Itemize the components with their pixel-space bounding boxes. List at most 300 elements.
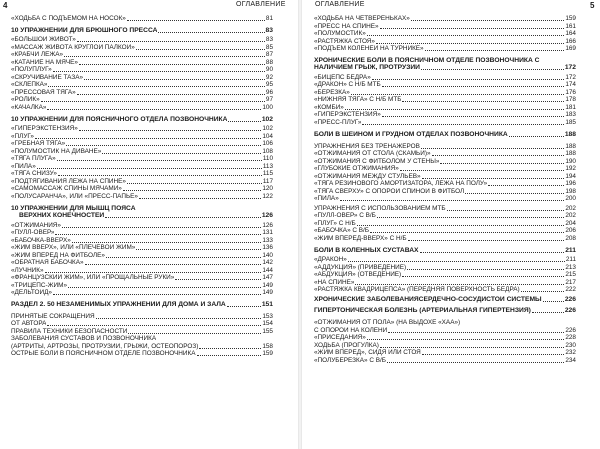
toc-page-number: 140 — [262, 251, 273, 259]
toc-entry-title: «ЖИМ ВПЕРЕД-ВВЕРХ» С Н/Б — [314, 234, 407, 242]
toc-entry — [11, 252, 273, 260]
toc-entry-title: БОЛИ В КОЛЕННЫХ СУСТАВАХ — [314, 246, 419, 254]
toc-entry-title: «ПИЛА» — [314, 195, 339, 203]
toc-entry-title: «ТРИЦЕПС-ЖИМ» — [11, 281, 68, 289]
toc-entry — [314, 188, 576, 196]
dot-leader — [340, 200, 565, 201]
toc-entry-title: ВЕРХНИХ КОНЕЧНОСТЕЙ — [19, 212, 105, 220]
toc-page-number: 164 — [565, 30, 576, 37]
toc-page-number: 102 — [262, 125, 273, 133]
toc-entry — [11, 193, 273, 201]
dot-leader — [362, 124, 564, 125]
toc-entry-title: «ПОДТЯГИВАНИЯ ЛЕЖА НА СПИНЕ» — [11, 177, 126, 185]
toc-entry — [314, 38, 576, 46]
toc-entry — [314, 212, 576, 220]
dot-leader — [402, 101, 564, 102]
toc-page-number: 117 — [262, 177, 273, 185]
toc-page-number: 206 — [565, 227, 576, 235]
toc-page-number: 126 — [262, 221, 273, 229]
toc-page-number: 100 — [262, 103, 273, 111]
dot-leader — [382, 86, 565, 87]
toc-entry — [314, 342, 576, 350]
toc-entry-title: «ПОЛУБЕРЕЗКА» С В/Б — [314, 356, 386, 364]
dot-leader — [96, 318, 262, 319]
toc-entry-title: «ПЛУГ» — [11, 132, 34, 140]
toc-page-number: 172 — [565, 73, 576, 81]
toc-entry-title: «ЛУЧНИК» — [11, 266, 44, 274]
toc-list — [11, 15, 273, 358]
toc-page-number: 88 — [265, 58, 273, 66]
toc-entry-title: «ПИЛА» — [11, 162, 36, 170]
dot-leader — [199, 348, 261, 349]
toc-entry-title: «ГИПЕРЭКСТЕНЗИЯ» — [314, 111, 381, 119]
toc-page-number: 213 — [565, 263, 576, 271]
toc-page-number: 83 — [265, 36, 273, 44]
toc-entry — [11, 44, 273, 52]
toc-page-number: 230 — [565, 341, 576, 349]
dot-leader — [106, 257, 261, 258]
toc-entry — [11, 229, 273, 237]
toc-entry — [314, 256, 576, 264]
toc-page-number: 92 — [265, 73, 273, 81]
toc-page-number: 149 — [262, 289, 273, 297]
toc-entry-title: «ПРЕССОВАЯ ТЯГА» — [11, 88, 76, 96]
toc-page-number: 211 — [565, 246, 576, 254]
toc-entry-title: 10 УПРАЖНЕНИЙ ДЛЯ МЫШЦ ПОЯСА — [11, 204, 136, 212]
toc-entry-title: ПРАВИЛА ТЕХНИКИ БЕЗОПАСНОСТИ — [11, 327, 128, 335]
toc-section-heading — [314, 296, 576, 304]
toc-entry — [11, 140, 273, 148]
toc-entry-title: ГИПЕРТОНИЧЕСКАЯ БОЛЕЗНЬ (АРТЕРИАЛЬНАЯ ГИПЕРТЕНЗИЯ) — [314, 307, 531, 315]
toc-page-number: 194 — [565, 172, 576, 180]
toc-entry-title: «ХОДЬБА НА ЧЕТВЕРЕНЬКАХ» — [314, 15, 410, 22]
toc-page-number: 159 — [565, 15, 576, 22]
dot-leader — [432, 155, 565, 156]
dot-leader — [41, 101, 265, 102]
dot-leader — [345, 109, 564, 110]
dot-leader — [47, 109, 261, 110]
toc-page-number: 185 — [565, 118, 576, 126]
toc-section-heading — [314, 131, 576, 139]
dot-leader — [382, 116, 565, 117]
toc-entry-title: ПРИНЯТЫЕ СОКРАЩЕНИЯ — [11, 312, 95, 320]
dot-leader — [66, 145, 261, 146]
toc-page-number: 217 — [565, 278, 576, 286]
dot-leader — [53, 71, 265, 72]
toc-entry — [314, 111, 576, 119]
dot-leader — [102, 153, 261, 154]
dot-leader — [465, 193, 564, 194]
toc-page-number: 166 — [565, 37, 576, 45]
toc-entry-title: «ПЛУГ» С Н/Б — [314, 219, 356, 227]
toc-entry-title: «ОТЖИМАНИЯ МЕЖДУ СТУЛЬЕВ» — [314, 172, 421, 180]
dot-leader — [532, 312, 564, 313]
toc-entry-title: «ОБРАТНАЯ БАБОЧКА» — [11, 259, 84, 267]
toc-entry-title: ОТ АВТОРА — [11, 320, 47, 328]
dot-leader — [380, 28, 565, 29]
toc-entry — [11, 335, 273, 343]
toc-page-number: 204 — [565, 219, 576, 227]
toc-entry — [314, 286, 576, 294]
dot-leader — [387, 362, 564, 363]
toc-entry — [314, 349, 576, 357]
toc-page-number: 113 — [262, 162, 273, 170]
dot-leader — [77, 94, 265, 95]
toc-entry-title: «ОТЖИМАНИЯ ОТ СТОЛА (СКАМЬИ)» — [314, 150, 431, 158]
toc-entry-title: «ПОЛУСАРАНЧА», ИЛИ «ПРЕСС-ПАПЬЕ» — [11, 192, 138, 200]
dot-leader — [139, 198, 261, 199]
toc-page-number: 188 — [564, 130, 576, 138]
toc-entry-title: «БИЦЕПС БЕДРА» — [314, 73, 371, 81]
toc-entry-title: ХОДЬБА (ПРОГУЛКА) — [314, 341, 379, 349]
toc-section-heading — [314, 57, 576, 65]
toc-section-heading — [11, 116, 273, 124]
toc-entry — [11, 320, 273, 328]
toc-entry — [11, 222, 273, 230]
toc-page-number: 222 — [565, 286, 576, 294]
toc-section-heading — [11, 212, 273, 220]
toc-entry-title: «ПОЛУПЛУГ» — [11, 66, 52, 74]
toc-entry — [314, 235, 576, 243]
dot-leader — [128, 333, 261, 334]
toc-entry — [314, 96, 576, 104]
toc-section-heading — [11, 205, 273, 213]
toc-entry-title: «БАБОЧКА-ВВЕРХ» — [11, 236, 71, 244]
toc-entry — [11, 274, 273, 282]
toc-page-number: 147 — [262, 274, 273, 282]
toc-page-number: 181 — [565, 103, 576, 111]
toc-entry — [314, 205, 576, 213]
toc-entry — [11, 96, 273, 104]
dot-leader — [370, 232, 564, 233]
dot-leader — [127, 183, 262, 184]
dot-leader — [77, 41, 265, 42]
toc-page-number: 159 — [262, 350, 273, 358]
dot-leader — [58, 175, 262, 176]
toc-entry — [11, 74, 273, 82]
dot-leader — [521, 291, 565, 292]
toc-entry — [314, 271, 576, 279]
toc-entry — [314, 220, 576, 228]
toc-page-number: 142 — [262, 259, 273, 267]
toc-entry — [11, 259, 273, 267]
toc-page-number: 144 — [262, 266, 273, 274]
toc-entry — [314, 319, 576, 327]
toc-entry — [314, 327, 576, 335]
toc-page-number: 131 — [262, 229, 273, 237]
dot-leader — [380, 347, 564, 348]
toc-entry-title: «ЖИМ ВПЕРЕД», СИДЯ ИЛИ СТОЯ — [314, 349, 421, 357]
toc-page-number: 211 — [565, 256, 576, 264]
toc-entry — [11, 282, 273, 290]
dot-leader — [85, 264, 262, 265]
toc-page-number: 122 — [262, 192, 273, 200]
toc-page-number: 95 — [265, 81, 273, 89]
toc-page-number: 234 — [565, 356, 576, 364]
dot-leader — [197, 355, 262, 356]
toc-page-number: 158 — [262, 342, 273, 350]
dot-leader — [228, 121, 260, 122]
toc-entry-title: «ОТЖИМАНИЯ С ФИТБОЛОМ У СТЕНЫ» — [314, 157, 440, 165]
toc-entry — [314, 279, 576, 287]
dot-leader — [420, 252, 565, 253]
dot-leader — [72, 242, 262, 243]
page-number: 5 — [590, 1, 595, 10]
toc-entry-title: «ДЕЛЬТОИД» — [11, 289, 52, 297]
toc-page-number: 106 — [262, 140, 273, 148]
dot-leader — [37, 168, 262, 169]
toc-page-number: 192 — [565, 165, 576, 173]
toc-section-heading — [11, 27, 273, 35]
toc-entry — [11, 148, 273, 156]
toc-page-number: 153 — [262, 312, 273, 320]
toc-entry — [11, 51, 273, 59]
toc-entry — [11, 178, 273, 186]
toc-entry-title: 10 УПРАЖНЕНИЙ ДЛЯ БРЮШНОГО ПРЕССА — [11, 26, 158, 34]
toc-entry-title: «ТЯГА СНИЗУ» — [11, 170, 57, 178]
toc-entry — [11, 81, 273, 89]
toc-page-number: 102 — [261, 115, 273, 123]
toc-entry-title: «ДРАКОН» С Н/Б МТБ — [314, 81, 381, 89]
toc-entry — [11, 15, 273, 23]
dot-leader — [68, 287, 261, 288]
toc-entry-title: «КАЧАЛКА» — [11, 103, 47, 111]
dot-leader — [367, 35, 565, 36]
dot-leader — [64, 56, 265, 57]
dot-leader — [35, 138, 261, 139]
toc-entry — [314, 334, 576, 342]
toc-page-number: 176 — [565, 88, 576, 96]
dot-leader — [84, 79, 265, 80]
toc-entry-title: «ПОЛУМОСТИК» — [314, 30, 366, 37]
dot-leader — [158, 32, 264, 33]
toc-page-number: 198 — [565, 187, 576, 195]
toc-page-number: 202 — [565, 212, 576, 220]
toc-entry-title: «САМОМАССАЖ СПИНЫ МЯЧАМИ» — [11, 185, 122, 193]
toc-entry-title: 10 УПРАЖНЕНИЙ ДЛЯ ПОЯСНИЧНОГО ОТДЕЛА ПОЗВОНОЧНИКА — [11, 115, 228, 123]
toc-entry — [314, 74, 576, 82]
toc-entry — [11, 343, 273, 351]
toc-entry — [11, 36, 273, 44]
toc-page-number: 151 — [261, 301, 273, 309]
dot-leader — [136, 49, 265, 50]
toc-entry — [11, 163, 273, 171]
toc-entry — [314, 143, 576, 151]
toc-entry — [11, 155, 273, 163]
toc-page-number: 97 — [265, 96, 273, 104]
dot-leader — [377, 217, 564, 218]
dot-leader — [351, 94, 565, 95]
toc-entry-title: «РОЛИК» — [11, 96, 40, 104]
toc-entry — [314, 30, 576, 38]
toc-page-number: 136 — [262, 244, 273, 252]
toc-page-number: 154 — [262, 320, 273, 328]
toc-entry — [314, 357, 576, 365]
dot-leader — [543, 301, 564, 302]
toc-entry-title: БОЛИ В ШЕЙНОМ И ГРУДНОМ ОТДЕЛАХ ПОЗВОНОЧНИКА — [314, 130, 508, 138]
toc-entry-title: «КОМБИ» — [314, 103, 344, 111]
toc-section-heading — [314, 307, 576, 315]
toc-entry — [314, 150, 576, 158]
toc-entry — [314, 15, 576, 23]
dot-leader — [79, 130, 262, 131]
toc-entry-title: «БЕРЕЗКА» — [314, 88, 350, 96]
toc-entry — [314, 104, 576, 112]
dot-leader — [400, 170, 565, 171]
toc-entry-title: «ТЯГА РЕЗИНОВОГО АМОРТИЗАТОРА, ЛЕЖА НА ПОЛУ» — [314, 180, 488, 188]
toc-page-number: 196 — [565, 180, 576, 188]
toc-page-number: 90 — [265, 66, 273, 74]
toc-entry-title: «НИЖНЯЯ ТЯГА» С Н/Б МТБ — [314, 96, 402, 104]
toc-entry-title: ЗАБОЛЕВАНИЯ СУСТАВОВ И ПОЗВОНОЧНИКА — [11, 335, 157, 343]
toc-page-number: 155 — [262, 327, 273, 335]
toc-entry — [314, 81, 576, 89]
toc-entry-title: «ЖИМ ВПЕРЕД НА ФИТБОЛЕ» — [11, 251, 105, 259]
dot-leader — [136, 249, 261, 250]
toc-page-number: 149 — [262, 281, 273, 289]
left-page — [0, 0, 298, 449]
running-head: ОГЛАВЛЕНИЕ — [236, 1, 286, 8]
dot-leader — [367, 339, 564, 340]
toc-entry — [314, 195, 576, 203]
toc-entry — [11, 237, 273, 245]
dot-leader — [509, 136, 564, 137]
toc-section-heading — [314, 247, 576, 255]
toc-entry-title: «РАСТЯЖКА СТОЯ» — [314, 37, 375, 45]
toc-entry — [11, 313, 273, 321]
toc-page-number: 215 — [565, 271, 576, 279]
toc-entry — [314, 227, 576, 235]
dot-leader — [357, 225, 565, 226]
toc-page-number: 178 — [565, 96, 576, 104]
toc-page-number: 183 — [565, 111, 576, 119]
toc-page-number: 83 — [265, 26, 273, 34]
toc-page-number: 115 — [262, 170, 273, 178]
toc-entry-title: «РАСТЯЖКА КВАДРИЦЕПСА» (ПЕРЕДНЯЯ ПОВЕРХНОСТЬ БЕДРА) — [314, 286, 520, 294]
dot-leader — [57, 160, 262, 161]
toc-page-number: 126 — [261, 212, 273, 220]
toc-page-number: 110 — [262, 155, 273, 163]
toc-entry — [314, 173, 576, 181]
dot-leader — [348, 261, 565, 262]
dot-leader — [421, 148, 564, 149]
toc-page-number: 190 — [565, 157, 576, 165]
dot-leader — [45, 272, 262, 273]
dot-leader — [62, 227, 261, 228]
dot-leader — [440, 163, 564, 164]
toc-section-heading — [11, 301, 273, 309]
toc-page-number: 188 — [565, 150, 576, 158]
toc-entry — [11, 89, 273, 97]
toc-entry-title: ХРОНИЧЕСКИЕ БОЛИ В ПОЯСНИЧНОМ ОТДЕЛЕ ПОЗВОНОЧНИКА С — [314, 56, 540, 64]
dot-leader — [447, 210, 565, 211]
toc-entry-title: «БОЛЬШОЙ ЖИВОТ» — [11, 36, 76, 44]
toc-section-heading — [314, 64, 576, 72]
toc-entry-title: «БАБОЧКА» С В/Б — [314, 227, 370, 235]
toc-page-number: 108 — [262, 147, 273, 155]
toc-page-number: 87 — [265, 51, 273, 59]
toc-entry — [314, 165, 576, 173]
toc-entry-title: «ТЯГА ПЛУГА» — [11, 155, 56, 163]
toc-entry-title: «ГЛУБОКИЕ ОТЖИМАНИЯ» — [314, 165, 399, 173]
dot-leader — [127, 20, 265, 21]
dot-leader — [422, 354, 565, 355]
toc-entry-title: ОСТРЫЕ БОЛИ В ПОЯСНИЧНОМ ОТДЕЛЕ ПОЗВОНОЧНИКА — [11, 350, 196, 358]
dot-leader — [407, 269, 564, 270]
toc-page-number: 226 — [565, 326, 576, 334]
dot-leader — [105, 217, 261, 218]
toc-entry — [11, 350, 273, 358]
dot-leader — [55, 234, 261, 235]
toc-entry — [11, 244, 273, 252]
toc-page-number: 96 — [265, 88, 273, 96]
dot-leader — [175, 279, 261, 280]
toc-entry-title: «ПУЛЛ-ОВЕР» С В/Б — [314, 212, 376, 220]
toc-entry-title: РАЗДЕЛ 2. 50 НЕЗАМЕНИМЫХ УПРАЖНЕНИЙ ДЛЯ ДОМА И ЗАЛА — [11, 301, 226, 309]
running-head: ОГЛАВЛЕНИЕ — [315, 1, 365, 8]
toc-entry — [11, 289, 273, 297]
toc-page-number: 133 — [262, 236, 273, 244]
toc-entry-title: (АРТРИТЫ, АРТРОЗЫ, ПРОТРУЗИИ, ГРЫЖИ, ОСТЕОПОРОЗ) — [11, 342, 199, 350]
dot-leader — [227, 306, 261, 307]
toc-entry-title: ХРОНИЧЕСКИЕ ЗАБОЛЕВАНИЯСЕРДЕЧНО-СОСУДИСТОЙ СИСТЕМЫ — [314, 295, 542, 303]
toc-entry-title: «КАТАНИЕ НА МЯЧЕ» — [11, 58, 78, 66]
toc-entry-title: «НА СПИНЕ» — [314, 278, 355, 286]
toc-page-number: 161 — [565, 22, 576, 30]
dot-leader — [421, 69, 564, 70]
dot-leader — [422, 178, 565, 179]
toc-entry — [314, 180, 576, 188]
toc-list — [314, 15, 576, 364]
toc-entry — [314, 23, 576, 31]
toc-entry-title: «ФРАНЦУЗСКИЙ ЖИМ», ИЛИ «ПРОЩАЛЬНЫЕ РУКИ» — [11, 274, 175, 282]
toc-entry-title: «ОТЖИМАНИЯ» — [11, 221, 61, 229]
toc-entry — [11, 267, 273, 275]
toc-entry-title: «СКРУЧИВАНИЕ ТАЗА» — [11, 73, 84, 81]
toc-page-number: 81 — [265, 15, 273, 22]
right-page — [302, 0, 600, 449]
toc-entry-title: «ЖИМ ВВЕРХ», ИЛИ «ПЛЕЧЕВОЙ ЖИМ» — [11, 244, 136, 252]
dot-leader — [355, 284, 564, 285]
dot-leader — [411, 20, 565, 21]
toc-page-number: 85 — [265, 43, 273, 51]
toc-entry-title: «ПРИСЕДАНИЯ» — [314, 334, 366, 342]
toc-page-number: 120 — [262, 185, 273, 193]
toc-page-number: 172 — [564, 64, 576, 72]
dot-leader — [372, 79, 565, 80]
toc-entry — [11, 66, 273, 74]
toc-entry-title: «ДРАКОН» — [314, 256, 347, 264]
toc-entry — [11, 125, 273, 133]
toc-entry-title: «ПУЛЛ-ОВЕР» — [11, 229, 55, 237]
toc-entry — [11, 104, 273, 112]
dot-leader — [123, 190, 261, 191]
toc-entry — [11, 59, 273, 67]
toc-page-number: 208 — [565, 234, 576, 242]
toc-entry-title: «ПОДЪЕМ КОЛЕНЕЙ НА ТУРНИКЕ» — [314, 45, 424, 52]
toc-entry-title: «СКЛЕПКА» — [11, 81, 48, 89]
toc-entry-title: УПРАЖНЕНИЯ С ИСПОЛЬЗОВАНИЕМ МТБ — [314, 204, 446, 212]
toc-entry-title: «ПОЛУМОСТИК НА ДИВАНЕ» — [11, 147, 102, 155]
dot-leader — [488, 185, 564, 186]
dot-leader — [388, 332, 564, 333]
toc-page-number: 200 — [565, 195, 576, 203]
toc-page-number: 104 — [262, 132, 273, 140]
dot-leader — [402, 276, 564, 277]
toc-page-number: 169 — [565, 45, 576, 52]
toc-entry-title: «ОТЖИМАНИЯ ОТ ПОЛА» (НА ВЫДОХЕ «ХАА») — [314, 319, 461, 327]
toc-entry-title: «АДДУКЦИЯ» (ПРИВЕДЕНИЕ) — [314, 263, 407, 271]
